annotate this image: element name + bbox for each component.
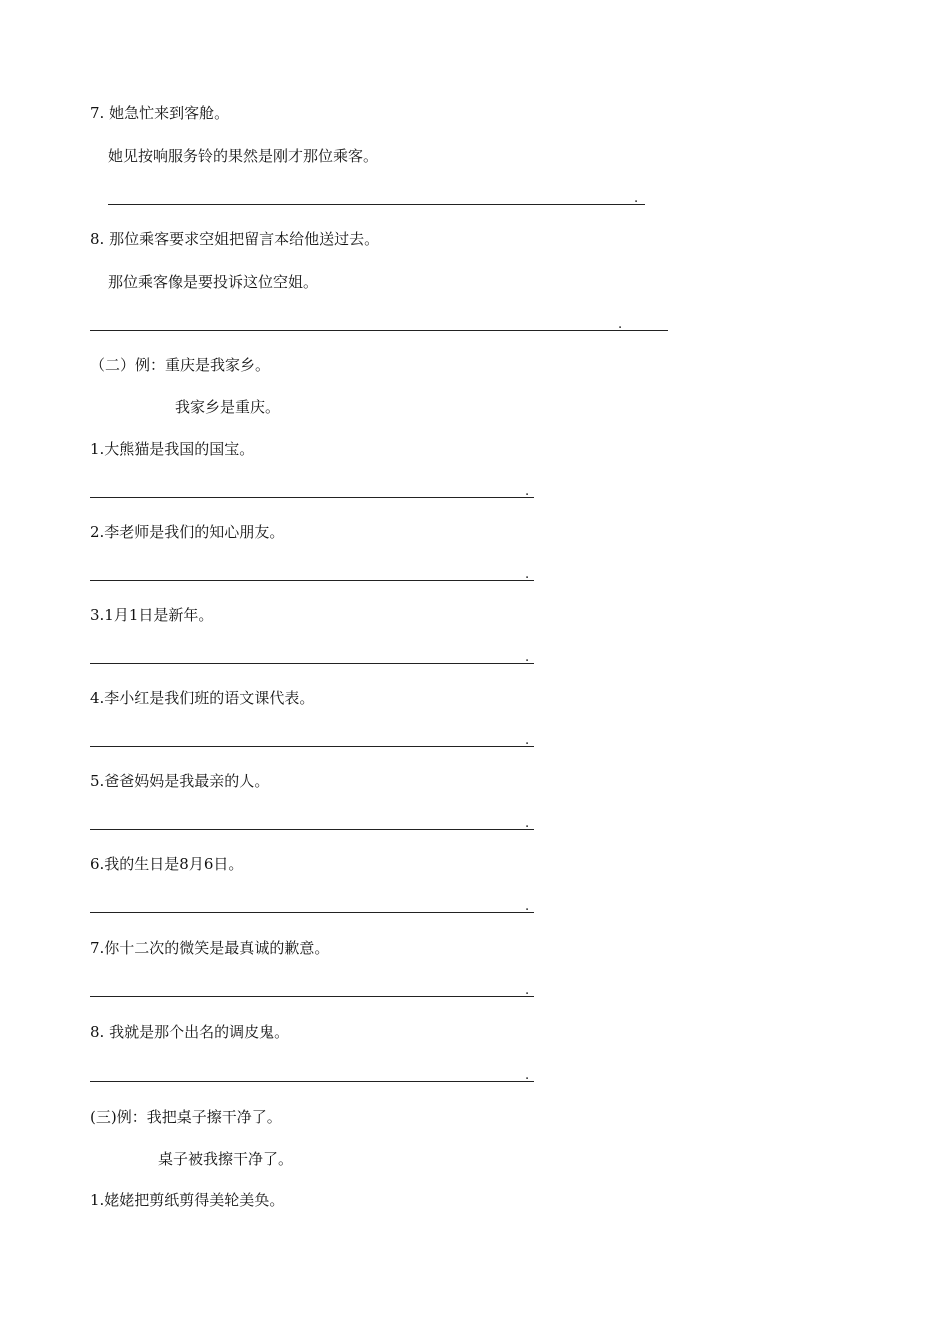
question-8-answer-line[interactable]: [90, 330, 668, 331]
section-2-answer-line-3[interactable]: [90, 663, 534, 664]
section-2-question-1: 1.大熊猫是我国的国宝。: [90, 440, 255, 458]
question-8-extra-sentence: 那位乘客像是要投诉这位空姐。: [108, 273, 319, 291]
section-2-answer-period-2: .: [525, 567, 530, 582]
section-2-question-6: 6.我的生日是8月6日。: [90, 855, 244, 873]
question-7-answer-period: .: [634, 191, 639, 206]
section-2-question-4: 4.李小红是我们班的语文课代表。: [90, 689, 315, 707]
question-8-answer-period: .: [618, 317, 623, 332]
section-3-example-answer: 桌子被我擦干净了。: [158, 1150, 294, 1168]
section-2-answer-period-7: .: [525, 983, 530, 998]
section-2-answer-period-8: .: [525, 1068, 530, 1083]
section-2-answer-line-6[interactable]: [90, 912, 534, 913]
section-2-example-label: （二）例：重庆是我家乡。: [90, 356, 271, 374]
section-2-answer-period-1: .: [525, 484, 530, 499]
section-2-answer-line-5[interactable]: [90, 829, 534, 830]
section-2-answer-line-4[interactable]: [90, 746, 534, 747]
question-8-prompt: 8. 那位乘客要求空姐把留言本给他送过去。: [90, 230, 380, 248]
section-2-question-3: 3.1月1日是新年。: [90, 606, 214, 624]
section-3-example-label: (三)例：我把桌子擦干净了。: [90, 1108, 282, 1126]
section-2-question-8: 8. 我就是那个出名的调皮鬼。: [90, 1023, 290, 1041]
section-2-answer-line-2[interactable]: [90, 580, 534, 581]
section-2-answer-period-6: .: [525, 899, 530, 914]
section-2-example-answer: 我家乡是重庆。: [175, 398, 281, 416]
question-7-answer-line[interactable]: [108, 204, 645, 205]
section-2-answer-line-7[interactable]: [90, 996, 534, 997]
section-2-question-2: 2.李老师是我们的知心朋友。: [90, 523, 285, 541]
section-3-question-1: 1.姥姥把剪纸剪得美轮美奂。: [90, 1191, 285, 1209]
question-7-prompt: 7. 她急忙来到客舱。: [90, 104, 230, 122]
section-2-answer-period-4: .: [525, 733, 530, 748]
question-7-extra-sentence: 她见按响服务铃的果然是刚才那位乘客。: [108, 147, 379, 165]
section-2-question-5: 5.爸爸妈妈是我最亲的人。: [90, 772, 270, 790]
section-2-answer-period-5: .: [525, 816, 530, 831]
section-2-question-7: 7.你十二次的微笑是最真诚的歉意。: [90, 939, 330, 957]
section-2-answer-line-8[interactable]: [90, 1081, 534, 1082]
section-2-answer-period-3: .: [525, 650, 530, 665]
section-2-answer-line-1[interactable]: [90, 497, 534, 498]
